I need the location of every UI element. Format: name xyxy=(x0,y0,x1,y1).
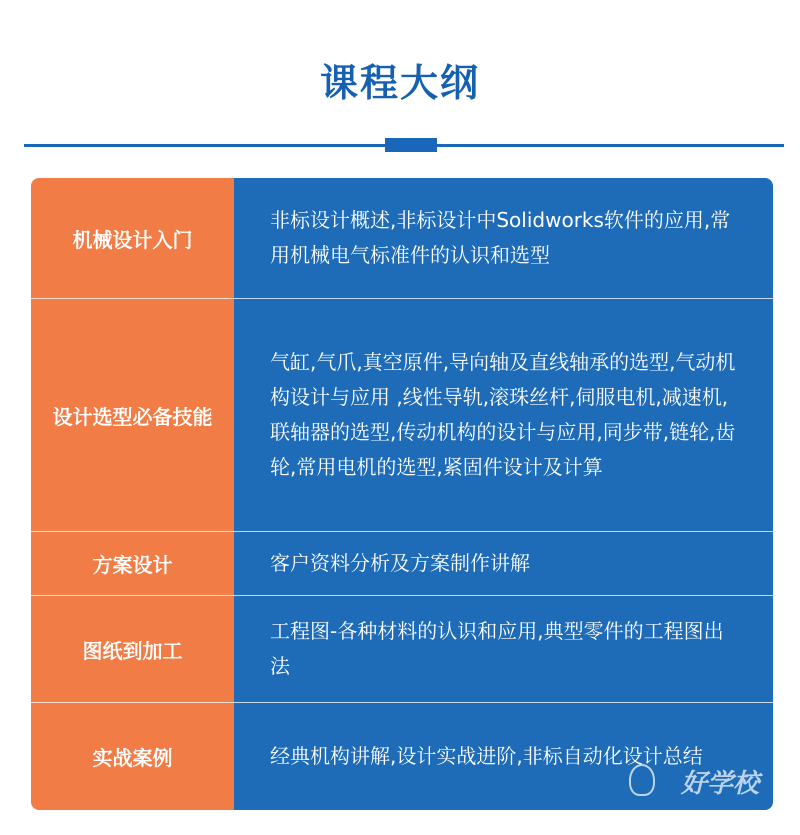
outline-row xyxy=(31,702,773,810)
outline-category: 机械设计入门 xyxy=(31,178,234,298)
outline-row xyxy=(31,178,773,298)
outline-description: 客户资料分析及方案制作讲解 xyxy=(234,531,773,595)
outline-row xyxy=(31,531,773,595)
watermark-logo-icon xyxy=(629,764,655,796)
title-divider-accent xyxy=(385,138,437,152)
page-title: 课程大纲 xyxy=(319,61,480,105)
outline-row xyxy=(31,298,773,531)
outline-description: 经典机构讲解,设计实战进阶,非标自动化设计总结 xyxy=(234,702,773,810)
outline-description: 气缸,气爪,真空原件,导向轴及直线轴承的选型,气动机构设计与应用 ,线性导轨,滚珠丝杆,伺服电机,减速机,联轴器的选型,传动机构的设计与应用,同步带,链轮,齿轮,常用电机的选型,紧固件设计及计算 xyxy=(234,298,773,531)
course-outline-table xyxy=(31,178,773,810)
outline-row xyxy=(31,595,773,702)
watermark: 好学校 xyxy=(680,769,759,799)
outline-description: 工程图-各种材料的认识和应用,典型零件的工程图出法 xyxy=(234,595,773,702)
outline-description: 非标设计概述,非标设计中Solidworks软件的应用,常用机械电气标准件的认识和选型 xyxy=(234,178,773,298)
outline-category: 方案设计 xyxy=(31,531,234,595)
outline-category: 图纸到加工 xyxy=(31,595,234,702)
outline-category: 设计选型必备技能 xyxy=(31,298,234,531)
outline-category: 实战案例 xyxy=(31,702,234,810)
